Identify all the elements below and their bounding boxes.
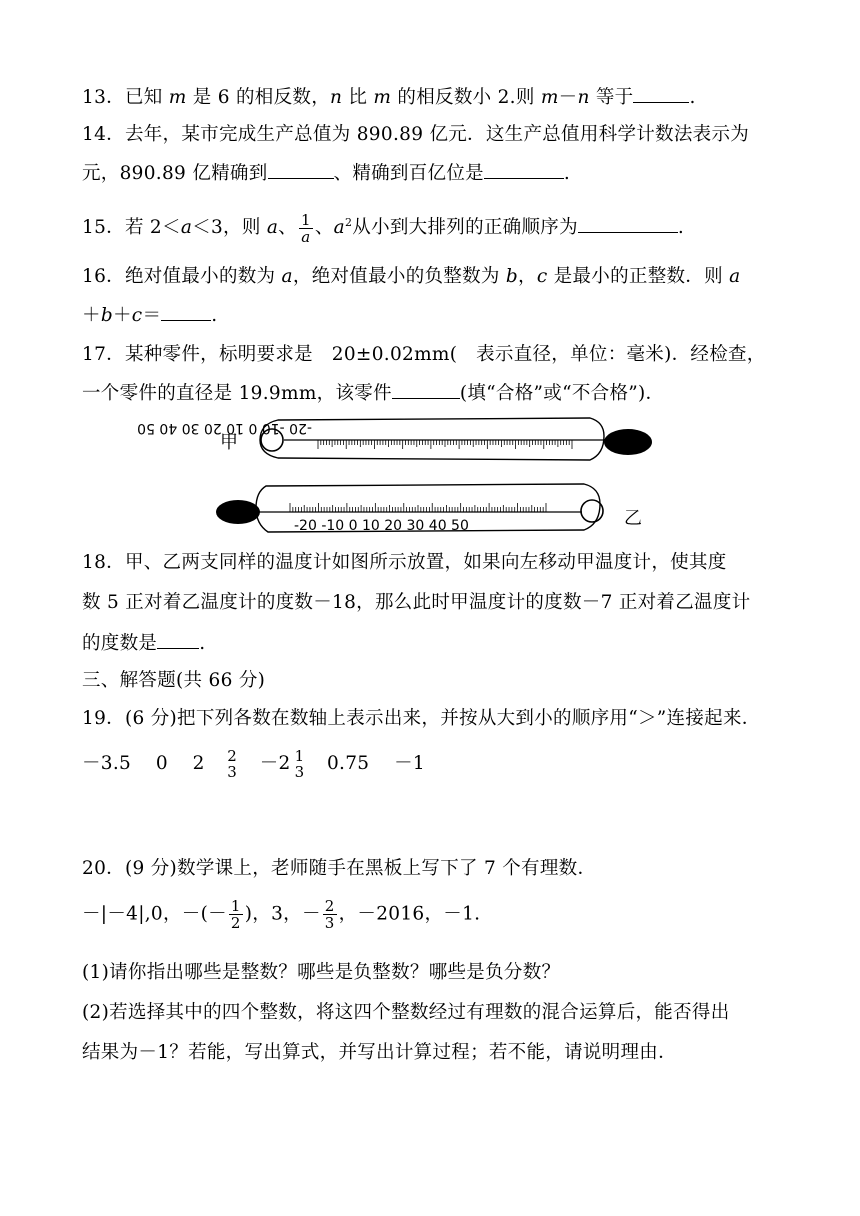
scale-yi: -20 -10 0 10 20 30 40 50 [294, 518, 469, 534]
thermometer-yi [216, 484, 603, 534]
question-17-line-1 [82, 342, 782, 368]
text: 一个零件的直径是 19.9mm，该零件 [82, 383, 392, 404]
scale-ticks-yi [290, 503, 546, 512]
text: 的度数是 [82, 633, 158, 654]
variable-b: b [505, 266, 519, 287]
text: . [199, 633, 206, 654]
text: ＝ [142, 305, 162, 326]
question-20-expression [82, 898, 782, 931]
fraction-one-half [229, 898, 243, 931]
variable-c: c [536, 266, 548, 287]
question-14-line-1 [82, 122, 782, 148]
text: 某种零件，标明要求是 20±0.02mm( 表示直径，单位：毫米)．经检查， [124, 344, 766, 365]
question-20-line-1: 20．(9 分)数学课上，老师随手在黑板上写下了 7 个有理数． [82, 858, 597, 879]
thermometer-figure-svg [137, 414, 652, 542]
question-20-part-1: (1)请你指出哪些是整数？哪些是负整数？哪些是负分数？ [82, 962, 561, 983]
variable-a: a [729, 266, 741, 287]
number: －3.5 [82, 753, 132, 774]
question-16-line-1 [82, 264, 782, 290]
text: ＜3，则 [192, 217, 267, 239]
section-heading: 三、解答题(共 66 分) [82, 670, 266, 691]
fraction-numerator: 2 [324, 897, 335, 915]
variable-a: a [281, 266, 293, 287]
text: 是最小的正整数．则 [547, 266, 730, 287]
question-number: 14． [82, 124, 125, 145]
variable-n: n [330, 87, 343, 108]
text: )，3，－ [244, 903, 321, 925]
fraction-two-thirds [323, 898, 337, 931]
fraction-numerator: 1 [300, 210, 311, 229]
question-16-line-2 [82, 302, 782, 329]
question-number: 16． [82, 266, 125, 287]
text: 的相反数小 2.则 [391, 87, 541, 108]
text: 已知 [124, 87, 169, 108]
question-19-line-1: 19．(6 分)把下列各数在数轴上表示出来，并按从大到小的顺序用“＞”连接起来． [82, 708, 761, 729]
variable-c: c [131, 305, 143, 326]
text: . [211, 305, 218, 326]
number: －2 [259, 753, 291, 774]
question-17-line-2 [82, 380, 782, 407]
text: 去年，某市完成生产总值为 890.89 亿元．这生产总值用科学计数法表示为 [124, 124, 750, 145]
answer-blank[interactable] [268, 160, 334, 179]
answer-blank[interactable] [392, 380, 460, 399]
text: . [677, 217, 685, 239]
question-18-line-3 [82, 630, 782, 657]
question-15 [82, 210, 782, 245]
text: － [558, 87, 578, 108]
scale-jia: -20 -10 0 10 20 30 40 50 [137, 420, 312, 436]
text: 比 [342, 87, 374, 108]
text: (填“合格”或“不合格”)． [459, 383, 665, 404]
text: 数 5 正对着乙温度计的度数－18，那么此时甲温度计的度数－7 正对着乙温度计 [82, 592, 751, 613]
number: 0.75 [326, 753, 370, 774]
question-14-line-2 [82, 160, 782, 187]
answer-blank[interactable] [161, 302, 211, 321]
fraction-numerator: 2 [227, 747, 238, 765]
fraction-denominator: 3 [294, 763, 305, 781]
fraction-denominator: 3 [227, 763, 238, 781]
fraction-denominator: 3 [324, 914, 335, 932]
thermometer-jia [137, 418, 652, 460]
fraction-numerator: 1 [230, 897, 241, 915]
exponent: 2 [344, 216, 353, 229]
question-13 [82, 84, 782, 111]
question-number: 13． [82, 87, 125, 108]
text: 甲、乙两支同样的温度计如图所示放置，如果向左移动甲温度计，使其度 [124, 552, 727, 573]
scale-ticks-jia [318, 440, 572, 449]
fraction-numerator: 1 [294, 747, 305, 765]
answer-blank[interactable] [157, 630, 199, 649]
label-jia: 甲 [220, 432, 238, 453]
question-number: 17． [82, 344, 125, 365]
label-yi: 乙 [624, 508, 642, 529]
number: 0 [155, 753, 168, 774]
answer-blank[interactable] [578, 214, 678, 233]
fraction-two-thirds [225, 748, 239, 780]
question-20-part-2-line-2: 结果为－1？若能，写出算式，并写出计算过程；若不能，请说明理由． [82, 1042, 677, 1063]
text: 从小到大排列的正确顺序为 [352, 217, 578, 239]
text: ， [518, 266, 537, 287]
number: 2 [192, 753, 205, 774]
variable-m: m [373, 87, 392, 108]
fraction-one-third [293, 748, 307, 780]
variable-a: a [266, 217, 279, 239]
text: ＋ [112, 305, 132, 326]
text: 、 [314, 217, 334, 239]
text: 元，890.89 亿精确到 [82, 163, 268, 184]
number: －1 [394, 753, 425, 774]
text: ＋ [82, 305, 101, 326]
fraction-denominator: 2 [230, 914, 241, 932]
fraction-one-over-a [299, 212, 313, 245]
text: 是 6 的相反数， [186, 87, 330, 108]
thermometer-figure [137, 414, 652, 542]
text: 、精确到百亿位是 [333, 163, 484, 184]
variable-a: a [333, 217, 345, 239]
text: 、 [278, 217, 297, 239]
variable-m: m [168, 87, 187, 108]
variable-m: m [540, 87, 559, 108]
question-18-line-2 [82, 590, 782, 616]
text: . [689, 87, 696, 108]
variable-b: b [100, 305, 113, 326]
answer-blank[interactable] [484, 160, 564, 179]
question-number: 15． [82, 217, 125, 239]
text: . [563, 163, 571, 184]
text: 绝对值最小的数为 [124, 266, 282, 287]
question-20-part-2-line-1: (2)若选择其中的四个整数，将这四个整数经过有理数的混合运算后，能否得出 [82, 1002, 730, 1023]
text: ，绝对值最小的负整数为 [292, 266, 506, 287]
text: －|－4|,0，－(－ [82, 903, 227, 925]
text: 等于 [589, 87, 634, 108]
question-18-line-1 [82, 550, 782, 576]
variable-a: a [180, 217, 193, 239]
question-19-numbers [82, 748, 782, 780]
text: ，－2016，－1. [338, 903, 481, 925]
answer-blank[interactable] [633, 84, 689, 103]
fraction-denominator: a [301, 227, 311, 246]
variable-n: n [577, 87, 590, 108]
question-number: 18． [82, 552, 125, 573]
text: 若 2＜ [124, 217, 181, 239]
